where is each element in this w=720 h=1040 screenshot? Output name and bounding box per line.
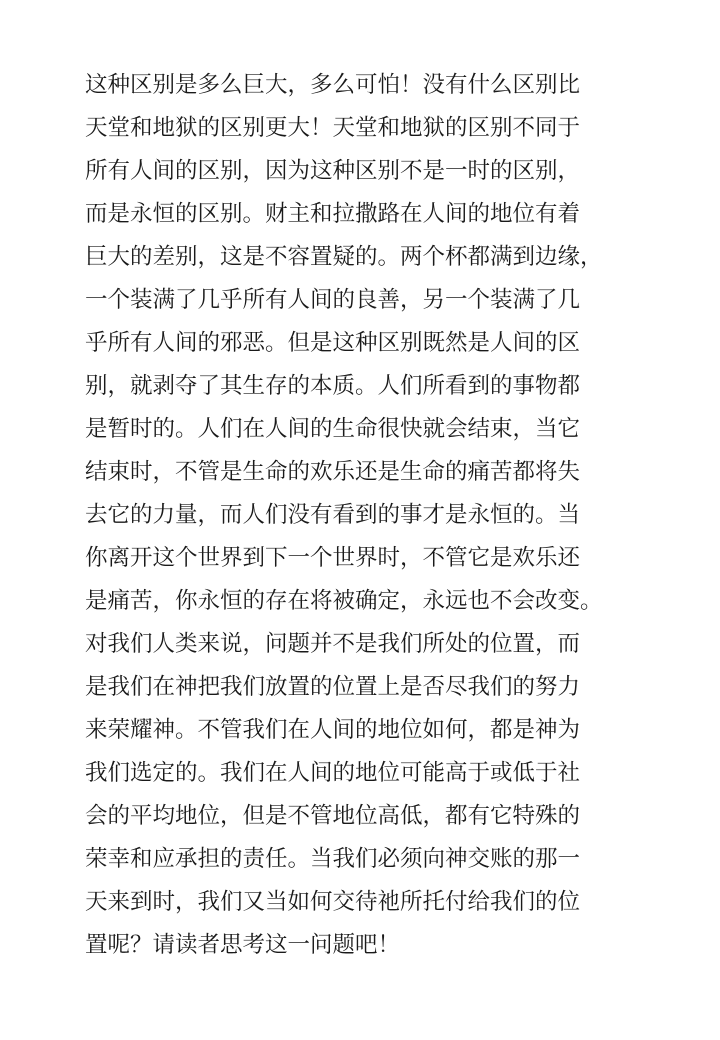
text-line: 一个装满了几乎所有人间的良善，另一个装满了几: [85, 287, 581, 313]
text-line: 天堂和地狱的区别更大！天堂和地狱的区别不同于: [85, 115, 581, 141]
text-line: 所有人间的区别，因为这种区别不是一时的区别，: [85, 158, 581, 184]
text-line: 天来到时，我们又当如何交待祂所托付给我们的位: [85, 889, 581, 915]
text-line: 是暂时的。人们在人间的生命很快就会结束，当它: [85, 416, 581, 442]
text-line: 别，就剥夺了其生存的本质。人们所看到的事物都: [85, 373, 581, 399]
text-line: 这种区别是多么巨大，多么可怕！没有什么区别比: [85, 72, 581, 98]
document-body: [85, 64, 645, 967]
text-line: 对我们人类来说，问题并不是我们所处的位置，而: [85, 631, 581, 657]
text-line: 会的平均地位，但是不管地位高低，都有它特殊的: [85, 803, 581, 829]
text-line: 乎所有人间的邪恶。但是这种区别既然是人间的区: [85, 330, 581, 356]
text-line: 结束时，不管是生命的欢乐还是生命的痛苦都将失: [85, 459, 581, 485]
text-line: 巨大的差别，这是不容置疑的。两个杯都满到边缘，: [85, 244, 603, 270]
text-line: 你离开这个世界到下一个世界时，不管它是欢乐还: [85, 545, 581, 571]
text-line: 而是永恒的区别。财主和拉撒路在人间的地位有着: [85, 201, 581, 227]
text-line: 去它的力量，而人们没有看到的事才是永恒的。当: [85, 502, 581, 528]
text-line: 置呢？请读者思考这一问题吧！: [85, 932, 401, 958]
text-line: 我们选定的。我们在人间的地位可能高于或低于社: [85, 760, 581, 786]
text-line: 是我们在神把我们放置的位置上是否尽我们的努力: [85, 674, 581, 700]
text-line: 来荣耀神。不管我们在人间的地位如何，都是神为: [85, 717, 581, 743]
text-line: 荣幸和应承担的责任。当我们必须向神交账的那一: [85, 846, 581, 872]
text-line: 是痛苦，你永恒的存在将被确定，永远也不会改变。: [85, 588, 603, 614]
